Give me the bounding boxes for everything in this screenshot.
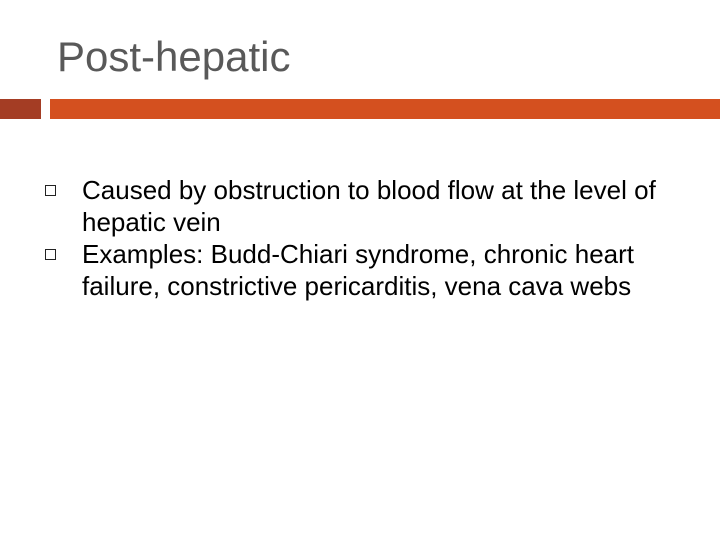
bullet-item [45, 174, 665, 238]
bullet-item [45, 238, 665, 302]
bullet-text: Examples: Budd-Chiari syndrome, chronic heart failure, constrictive pericarditis, vena cava webs [82, 239, 635, 301]
bullet-text: Caused by obstruction to blood flow at the level of hepatic vein [82, 175, 656, 237]
title-divider-left [0, 99, 41, 119]
slide-title: Post-hepatic [57, 33, 291, 80]
hollow-square-bullet-icon [45, 249, 56, 260]
hollow-square-bullet-icon [45, 185, 56, 196]
bullet-list [45, 174, 665, 302]
title-divider-bar [50, 99, 720, 119]
